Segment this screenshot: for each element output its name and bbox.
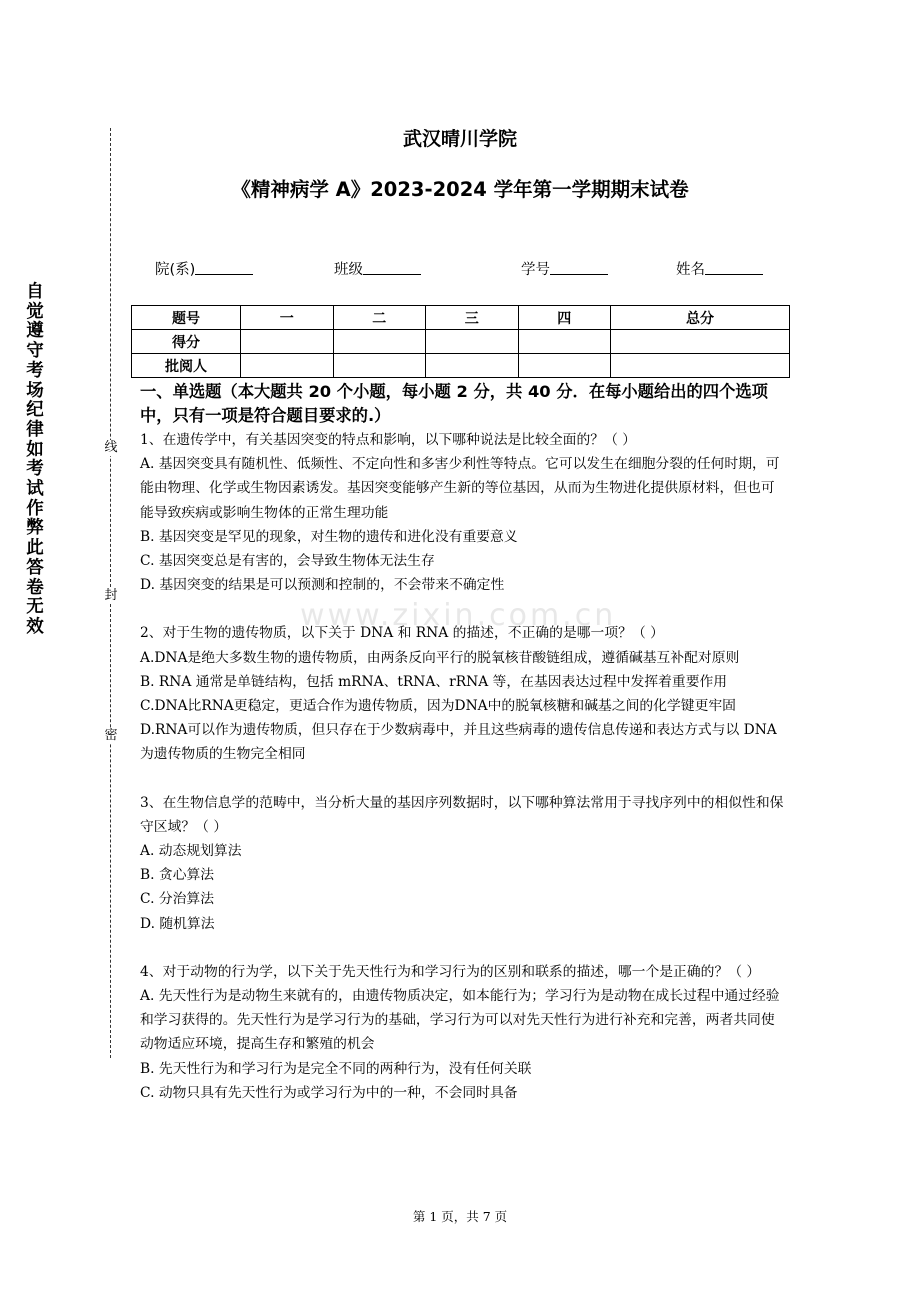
question-option: C. 基因突变总是有害的，会导致生物体无法生存 (140, 553, 435, 570)
question-option: B. 基因突变是罕见的现象，对生物的遗传和进化没有重要意义 (140, 528, 518, 545)
question-stem: 1、在遗传学中，有关基因突变的特点和影响，以下哪种说法是比较全面的？（ ） (140, 432, 637, 448)
section-heading: 一、单选题（本大题共 20 个小题，每小题 2 分，共 40 分．在每小题给出的四个选项中，只有一项是符合题目要求的.） (140, 382, 768, 425)
question-stem: 3、在生物信息学的范畴中，当分析大量的基因序列数据时，以下哪种算法常用于寻找序列中的相似性和保守区域？（ ） (140, 794, 784, 835)
question-option: C.DNA比RNA更稳定，更适合作为遗传物质，因为DNA中的脱氧核糖和碱基之间的化学键更牢固 (140, 698, 736, 715)
info-dept: 院(系) (155, 258, 253, 279)
info-student-no: 学号 (521, 258, 608, 279)
side-mark-seal: 封 (104, 588, 118, 603)
score-header-cell: 题号 (132, 306, 241, 330)
reviewer-cell[interactable] (241, 354, 334, 378)
score-header-cell: 二 (333, 306, 426, 330)
reviewer-cell[interactable] (518, 354, 611, 378)
question-option: C. 分治算法 (140, 891, 215, 908)
question-option: B. 贪心算法 (140, 867, 215, 884)
question-option: B. RNA 通常是单链结构，包括 mRNA、tRNA、rRNA 等，在基因表达过程中发挥着重要作用 (140, 673, 728, 690)
score-row-label: 得分 (132, 330, 241, 354)
score-cell[interactable] (426, 330, 519, 354)
score-header-cell: 总分 (611, 306, 790, 330)
question-option: C. 动物只具有先天性行为或学习行为中的一种，不会同时具备 (140, 1084, 518, 1101)
side-mark-line: 线 (104, 440, 118, 455)
question-2 (140, 621, 785, 766)
side-mark-secret: 密 (104, 728, 118, 743)
exam-title: 《精神病学 A》2023-2024 学年第一学期期末试卷 (231, 178, 689, 201)
question-option: A. 动态规划算法 (140, 843, 242, 860)
reviewer-cell[interactable] (426, 354, 519, 378)
question-option: A. 基因突变具有随机性、低频性、不定向性和多害少利性等特点。它可以发生在细胞分裂的任何时期，可能由物理、化学或生物因素诱发。基因突变能够产生新的等位基因，从而为生物进化提供原材料，但也可能导致疾病或影响生物体的正常生理功能 (140, 456, 780, 521)
score-header-cell: 一 (241, 306, 334, 330)
score-cell[interactable] (518, 330, 611, 354)
score-cell[interactable] (333, 330, 426, 354)
question-option: D. 随机算法 (140, 915, 215, 932)
score-row (132, 330, 790, 354)
question-4 (140, 960, 785, 1105)
score-table-header-row (132, 306, 790, 330)
side-warning: 自觉遵守考场纪律如考试作弊此答卷无效 (26, 282, 44, 637)
score-cell[interactable] (241, 330, 334, 354)
question-1 (140, 428, 785, 597)
question-option: D.RNA可以作为遗传物质，但只存在于少数病毒中，并且这些病毒的遗传信息传递和表达方式与以 DNA 为遗传物质的生物完全相同 (140, 722, 777, 763)
question-option: A.DNA是绝大多数生物的遗传物质，由两条反向平行的脱氧核苷酸链组成，遵循碱基互补配对原则 (140, 649, 740, 666)
reviewer-row (132, 354, 790, 378)
score-cell[interactable] (611, 330, 790, 354)
questions-list (140, 428, 785, 1105)
question-stem: 2、对于生物的遗传物质，以下关于 DNA 和 RNA 的描述，不正确的是哪一项？（ ） (140, 625, 664, 642)
info-class: 班级 (334, 258, 421, 279)
info-name: 姓名 (676, 258, 763, 279)
reviewer-cell[interactable] (611, 354, 790, 378)
school-name: 武汉晴川学院 (402, 128, 517, 150)
question-3 (140, 791, 785, 936)
reviewer-cell[interactable] (333, 354, 426, 378)
score-table (131, 305, 790, 378)
reviewer-row-label: 批阅人 (132, 354, 241, 378)
watermark: www.zixin.com.cn (300, 598, 617, 633)
question-stem: 4、对于动物的行为学，以下关于先天性行为和学习行为的区别和联系的描述，哪一个是正确的？（ ） (140, 963, 761, 980)
question-option: D. 基因突变的结果是可以预测和控制的，不会带来不确定性 (140, 577, 505, 594)
page-footer: 第 1 页，共 7 页 (412, 1209, 508, 1224)
score-header-cell: 四 (518, 306, 611, 330)
question-option: B. 先天性行为和学习行为是完全不同的两种行为，没有任何关联 (140, 1060, 532, 1077)
score-header-cell: 三 (426, 306, 519, 330)
question-option: A. 先天性行为是动物生来就有的，由遗传物质决定，如本能行为；学习行为是动物在成长过程中通过经验和学习获得的。先天性行为是学习行为的基础，学习行为可以对先天性行为进行补充和完善，两者共同使动物适应环境，提高生存和繁殖的机会 (140, 988, 780, 1053)
